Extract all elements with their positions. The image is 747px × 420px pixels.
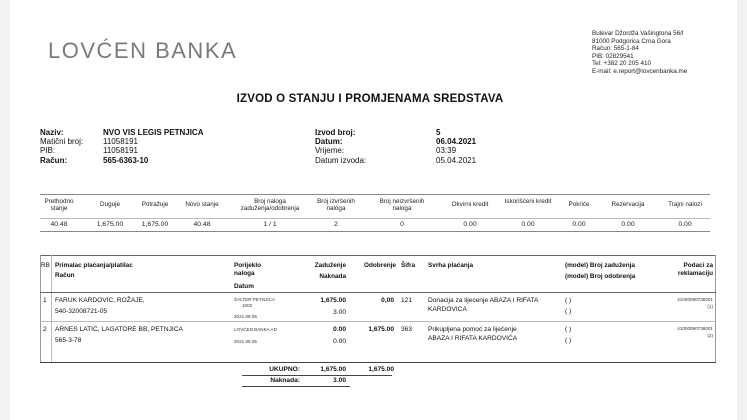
th-primalac: Primalac plaćanja/platilac (55, 262, 133, 269)
row-credit: 0,00 (381, 297, 394, 304)
summary-top-rule (40, 194, 710, 195)
row-account: 565-3-78 (55, 337, 82, 344)
address-line: Tel: +382 20 205 410 (592, 60, 651, 67)
row-model-debit: ( ) (565, 326, 572, 333)
pib-value: 11058191 (103, 146, 138, 155)
row-date: 2021.06.05 (234, 339, 257, 344)
izvod-value: 5 (436, 128, 441, 137)
address-line: 81000 Podgorica Crna Gora (592, 37, 671, 45)
naknada-value: 3.00 (333, 377, 346, 384)
address-line: Bulevar Džordža Vašingtona 56/I (592, 30, 684, 37)
th-datum: Datum (234, 283, 254, 290)
row-debit: 0.00 (333, 326, 346, 333)
summary-value: 0.00 (463, 221, 477, 228)
summary-value: 0.00 (678, 221, 692, 228)
summary-value: 0 (400, 221, 404, 228)
summary-header: Rezervacija (611, 201, 645, 208)
row-claim: 41000090736001 (677, 297, 713, 302)
address-line: Račun: 565-1-84 (592, 45, 639, 52)
address-line: E-mail: e.report@lovcenbanka.me (592, 67, 688, 75)
datum-value: 06.04.2021 (436, 137, 477, 146)
row-purpose: Donacija za lijecenje ABAZA I RIFATA (428, 297, 539, 304)
racun-value: 565-6363-10 (103, 156, 149, 165)
summary-value: 0.00 (621, 221, 635, 228)
row-rb: 1 (43, 297, 47, 304)
row-model-debit: ( ) (565, 297, 572, 304)
summary-header: Prethodno stanje (44, 198, 74, 212)
row-debit: 1,675.00 (320, 297, 346, 304)
th-racun: Račun (55, 272, 75, 279)
summary-value: 0.00 (572, 221, 586, 228)
row-code: 363 (401, 326, 413, 333)
naziv-value: NVO VIS LEGIS PETNJICA (103, 128, 204, 137)
vrijeme-label: Vrijeme: (315, 146, 345, 155)
summary-value: 1,675.00 (96, 221, 124, 228)
prethodni-label: Datum izvoda: (315, 156, 367, 165)
naknada-label: Naknada: (270, 377, 300, 384)
row-date: 2021.06.05 (234, 314, 257, 319)
row-name: FARUK KARDOVIC, ROŽAJE, (55, 297, 145, 304)
row-fee: 3.00 (333, 309, 346, 316)
th-svrha: Svrha plaćanja (428, 262, 474, 269)
row-origin-code: 1002 (242, 303, 253, 308)
summary-header: Iskorišćeni kredit (504, 198, 552, 205)
row-purpose-cont: KARDOVICA (428, 306, 467, 313)
th-broj-zaduzenja: (model) Broj zaduženja (565, 262, 635, 269)
summary-value: 40.48 (50, 221, 68, 228)
summary-value: 1 / 1 (263, 221, 277, 228)
summary-header: Trajni nalozi (668, 201, 702, 208)
ukupno-debit: 1,675.00 (320, 366, 346, 373)
th-zaduzenje: Zaduženje (314, 262, 346, 269)
totals-rule (242, 375, 392, 376)
summary-value: 0.00 (521, 221, 535, 228)
th-podaci: Podaci za reklamaciju (677, 262, 713, 277)
ukupno-credit: 1,675.00 (368, 366, 394, 373)
summary-header: Potražuje (141, 201, 169, 208)
maticni-label: Matični broj: (40, 137, 84, 146)
th-rb: RB (41, 262, 50, 269)
summary-value: 2 (334, 221, 338, 228)
summary-value: 40.48 (193, 221, 211, 228)
ukupno-label: UKUPNO: (269, 366, 300, 373)
summary-mid-rule (40, 218, 710, 219)
prethodni-value: 05.04.2021 (436, 156, 477, 165)
row-rb: 2 (43, 326, 47, 333)
row-origin: LOVĆEN BANKA AD (234, 327, 277, 332)
row-code: 121 (401, 297, 413, 304)
th-naknada: Naknada (319, 273, 346, 280)
row-model-credit: ( ) (565, 308, 572, 315)
row-purpose-cont: ABAZA I RIFATA KARDOVIĆA (428, 335, 518, 342)
summary-header: Broj naloga zaduženja/odobrenja (240, 198, 300, 212)
th-sifra: Šifra (401, 262, 416, 269)
th-broj-odobrenja: (model) Broj odobrenja (565, 273, 636, 280)
row-claim-index: (1) (707, 304, 713, 309)
summary-header: Pokriće (568, 201, 590, 208)
row-fee: 0.00 (333, 338, 346, 345)
tx-col-divider (51, 255, 52, 363)
datum-label: Datum: (315, 137, 343, 146)
row-origin: ŠALTER PETNJICA (234, 297, 276, 302)
row-claim-index: (2) (707, 333, 713, 338)
row-credit: 1,675.00 (368, 326, 394, 333)
pib-label: PIB: (40, 146, 56, 155)
summary-header: Broj neizvršenih naloga (379, 198, 425, 212)
izvod-label: Izvod broj: (315, 128, 356, 137)
row-rule (40, 321, 716, 322)
row-purpose: Prikupljena pomoć za liječenje (428, 326, 517, 333)
summary-header: Duguje (100, 201, 120, 208)
row-name: ARNES LATIĆ, LAGATORE BB, PETNJICA (55, 326, 183, 333)
bank-logo: LOVĆEN BANKA (48, 38, 238, 63)
summary-header: Broj izvršenih naloga (317, 198, 355, 212)
tx-left-border (40, 255, 41, 363)
statement-page (10, 0, 737, 420)
tx-bottom-rule (40, 362, 716, 363)
tx-top-rule (40, 255, 716, 256)
summary-header: Novo stanje (185, 201, 219, 208)
tx-header-rule (40, 292, 716, 293)
row-model-credit: ( ) (565, 337, 572, 344)
row-account: 540-32008721-05 (55, 308, 108, 315)
totals-bottom-rule (242, 386, 350, 387)
vrijeme-value: 03:39 (436, 146, 457, 155)
address-line: PIB: 02829541 (592, 52, 634, 60)
maticni-value: 11058191 (103, 137, 138, 146)
row-claim: 41000090736001 (677, 326, 713, 331)
summary-header: Okvirni kredit (451, 201, 489, 208)
tx-right-border (715, 255, 716, 363)
summary-value: 1,675.00 (141, 221, 169, 228)
th-porijeklo: Porijeklo naloga (234, 262, 261, 277)
naziv-label: Naziv: (40, 128, 64, 137)
statement-title: IZVOD O STANJU I PROMJENAMA SREDSTAVA (236, 93, 504, 105)
th-odobrenje: Odobrenje (364, 262, 396, 269)
summary-bottom-rule (40, 231, 710, 232)
racun-label: Račun: (40, 156, 68, 165)
